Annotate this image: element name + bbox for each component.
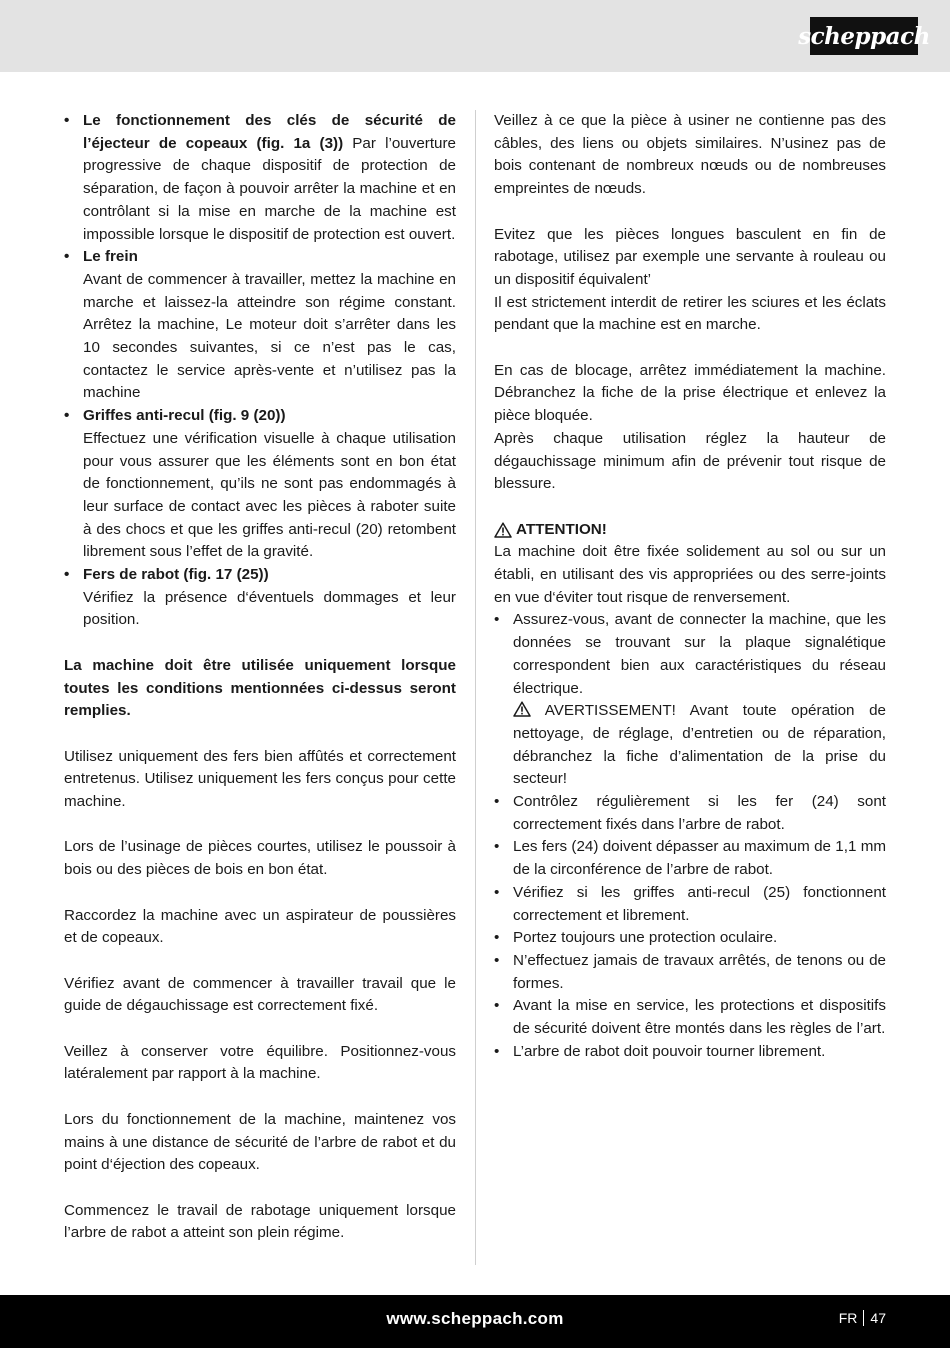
website-url: www.scheppach.com (386, 1309, 564, 1328)
attention-text: La machine doit être fixée solidement au sol ou sur un établi, en utilisant des vis appropriées ou des serre-joints en vue d‘éviter tout risque de renversement. (494, 543, 886, 606)
brand-logo-text: scheppach (798, 22, 930, 50)
safety-check-list (64, 110, 456, 632)
item-title: • Fers de rabot (fig. 17 (25)) (83, 566, 269, 584)
paragraph: Vérifiez avant de commencer à travailler travail que le guide de dégauchissage est correctement fixé. (64, 974, 456, 1015)
item-text: Effectuez une vérification visuelle à chaque utilisation pour vous assurer que les éléments sont en bon état de fonctionnement, qu’ils ne sont pas endommagés à leur surface de contact avec les pièces à raboter suite à des chocs et que les griffes anti-recul (20) retombent librement sous l’effet de la gravité. (83, 429, 456, 561)
list-item: • L’arbre de rabot doit pouvoir tourner librement. (494, 1041, 886, 1064)
paragraph: Lors du fonctionnement de la machine, maintenez vos mains à une distance de sécurité de l’arbre de rabot et du point d‘éjection des copeaux. (64, 1110, 456, 1174)
paragraph: En cas de blocage, arrêtez immédiatement la machine. Débranchez la fiche de la prise électrique et enlevez la pièce bloquée. (494, 361, 886, 425)
paragraph: Veillez à ce que la pièce à usiner ne contienne pas des câbles, des liens ou objets similaires. N’usinez pas de bois contenant de nombreux nœuds ou de nombreuses empreintes de nœuds. (494, 112, 886, 198)
paragraph: Veillez à conserver votre équilibre. Positionnez-vous latéralement par rapport à la machine. (64, 1042, 456, 1083)
paragraph: Evitez que les pièces longues basculent en fin de rabotage, utilisez par exemple une servante à rouleau ou un dispositif équivalent’ (494, 225, 886, 288)
list-item (64, 405, 456, 564)
left-column (64, 110, 456, 1245)
column-divider (475, 110, 476, 1265)
language-code: FR (838, 1310, 858, 1326)
list-item (64, 246, 456, 405)
item-text: Par l’ouverture progressive de chaque dispositif de protection de séparation, de façon à pouvoir arrêter la machine et en contrôlant si la mise en marche de la machine est impossible lorsque le dispositif de protection est ouvert. (83, 134, 456, 243)
brand-logo (798, 17, 930, 55)
paragraph: Lors de l’usinage de pièces courtes, utilisez le poussoir à bois ou des pièces de bois en bon état. (64, 838, 456, 879)
paragraph: Commencez le travail de rabotage uniquement lorsque l’arbre de rabot a atteint son plein régime. (64, 1201, 456, 1242)
list-item: • N’effectuez jamais de travaux arrêtés, de tenons ou de formes. (494, 950, 886, 995)
page-indicator (839, 1310, 886, 1326)
attention-heading (494, 519, 886, 542)
list-item: • Portez toujours une protection oculaire. (494, 927, 886, 950)
list-item: • Les fers (24) doivent dépasser au maximum de 1,1 mm de la circonférence de l’arbre de rabot. (494, 836, 886, 881)
paragraph: Utilisez uniquement des fers bien affûtés et correctement entretenus. Utilisez uniquement les fers conçus pour cette machine. (64, 747, 456, 811)
item-title: • Le frein (83, 248, 138, 266)
warning-text: AVERTISSEMENT! Avant toute opération de nettoyage, de réglage, d’entretien ou de réparation, débranchez la fiche d’alimentation de la prise du secteur! (513, 702, 886, 788)
item-title: • Griffes anti-recul (fig. 9 (20)) (83, 407, 286, 425)
safety-instructions-list (494, 609, 886, 1063)
footer-bar (0, 1295, 950, 1348)
item-text: Avant de commencer à travailler, mettez la machine en marche et laissez-la atteindre son régime constant. Arrêtez la machine, Le moteur doit s’arrêter dans les 10 secondes suivantes, si ce n’est pas le cas, contactez le service après-vente et n’utilisez pas la machine (83, 270, 456, 402)
warning-triangle-icon (513, 701, 531, 717)
paragraph: Il est strictement interdit de retirer les sciures et les éclats pendant que la machine est en marche. (494, 293, 886, 334)
list-item (64, 110, 456, 246)
paragraph: Après chaque utilisation réglez la hauteur de dégauchissage minimum afin de prévenir tout risque de blessure. (494, 429, 886, 493)
list-item (64, 564, 456, 632)
list-item: • Vérifiez si les griffes anti-recul (25) fonctionnent correctement et librement. (494, 882, 886, 927)
bold-note: La machine doit être utilisée uniquement lorsque toutes les conditions mentionnées ci-dessus seront remplies. (64, 656, 456, 720)
warning-triangle-icon (494, 522, 512, 538)
list-item (494, 609, 886, 791)
item-text: Vérifiez la présence d‘éventuels dommages et leur position. (83, 588, 456, 629)
page-number: 47 (870, 1310, 886, 1326)
right-column (494, 110, 886, 1063)
list-item: • Contrôlez régulièrement si les fer (24) sont correctement fixés dans l’arbre de rabot. (494, 791, 886, 836)
attention-label: ATTENTION! (516, 520, 607, 538)
paragraph: Raccordez la machine avec un aspirateur de poussières et de copeaux. (64, 906, 456, 947)
list-item: • Avant la mise en service, les protections et dispositifs de sécurité doivent être montés dans les règles de l’art. (494, 995, 886, 1040)
item-title: Le fonctionnement des clés de sécurité de l’éjecteur de copeaux (fig. 1a (3)) (83, 112, 456, 152)
item-text: Assurez-vous, avant de connecter la machine, que les données se trouvant sur la plaque signalétique correspondent bien aux caractéristiques du réseau électrique. (513, 611, 886, 697)
